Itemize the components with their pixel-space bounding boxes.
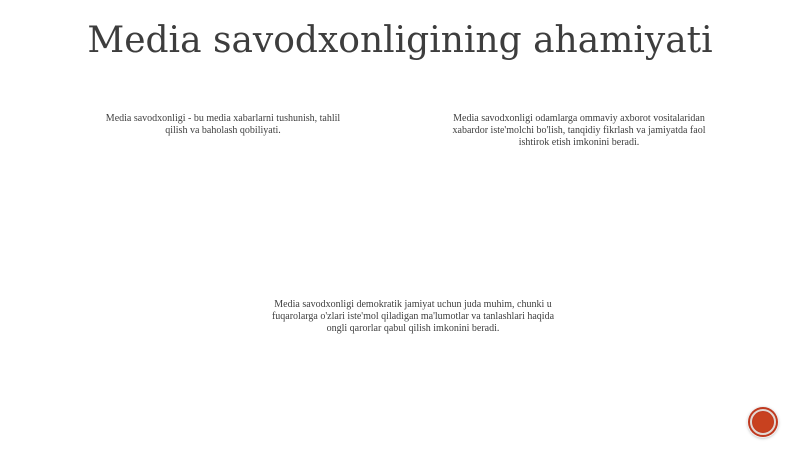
text-block-democracy: [232, 299, 594, 335]
text-line: ishtirok etish imkonini beradi.: [518, 137, 640, 148]
text-line: fuqarolarga o'zlari iste'mol qiladigan ma'lumotlar va tanlashlari haqida: [271, 311, 555, 322]
text-line: Media savodxonligi odamlarga ommaviy axborot vositalaridan: [453, 113, 705, 124]
text-line: Media savodxonligi demokratik jamiyat uchun juda muhim, chunki u: [274, 299, 552, 310]
slide-title: Media savodxonligining ahamiyati: [87, 20, 713, 61]
circle-nav-icon: [753, 412, 773, 432]
text-line: Media savodxonligi - bu media xabarlarni tushunish, tahlil: [105, 113, 341, 124]
slide-nav-button[interactable]: [748, 407, 778, 437]
text-line: xabardor iste'molchi bo'lish, tanqidiy fikrlash va jamiyatda faol: [452, 125, 706, 136]
text-line: qilish va baholash qobiliyati.: [165, 125, 281, 136]
text-block-definition: [78, 113, 368, 137]
text-block-benefits: [420, 113, 738, 149]
text-line: ongli qarorlar qabul qilish imkonini beradi.: [326, 323, 500, 334]
